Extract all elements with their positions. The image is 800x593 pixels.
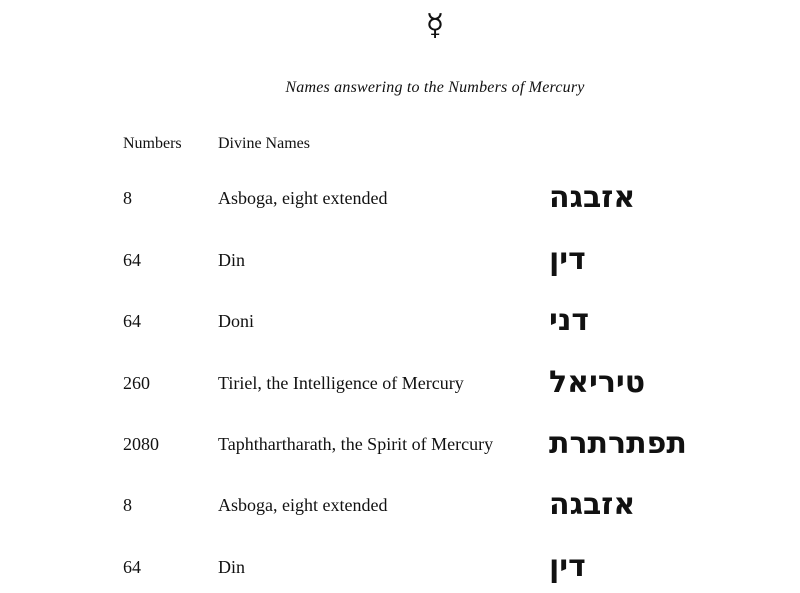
row-number: 64 xyxy=(123,557,141,577)
table-row xyxy=(0,301,800,341)
table-row xyxy=(0,547,800,587)
row-divine-name: Asboga, eight extended xyxy=(218,495,388,515)
mercury-symbol-icon: ☿ xyxy=(425,8,445,43)
column-header-numbers: Numbers xyxy=(123,135,182,152)
table-row xyxy=(0,178,800,218)
page-subtitle: Names answering to the Numbers of Mercury xyxy=(285,79,585,96)
row-number: 64 xyxy=(123,311,141,331)
table-row xyxy=(0,363,800,403)
column-header-divine-names: Divine Names xyxy=(218,135,310,152)
row-divine-name: Doni xyxy=(218,311,254,331)
row-hebrew-name: דין xyxy=(549,549,586,584)
row-number: 8 xyxy=(123,495,132,515)
row-number: 260 xyxy=(123,373,150,393)
row-hebrew-name: אזבגה xyxy=(549,180,636,215)
row-divine-name: Taphthartharath, the Spirit of Mercury xyxy=(218,434,494,454)
row-number: 64 xyxy=(123,250,141,270)
row-divine-name: Tiriel, the Intelligence of Mercury xyxy=(218,373,464,393)
row-number: 2080 xyxy=(123,434,159,454)
row-divine-name: Din xyxy=(218,557,245,577)
table-row xyxy=(0,424,800,464)
table-row xyxy=(0,240,800,280)
row-hebrew-name: אזבגה xyxy=(549,487,636,522)
row-divine-name: Asboga, eight extended xyxy=(218,188,388,208)
row-hebrew-name: טיריאל xyxy=(549,365,646,400)
row-hebrew-name: דין xyxy=(549,242,586,277)
table-row xyxy=(0,485,800,525)
row-hebrew-name: דני xyxy=(549,303,590,338)
row-divine-name: Din xyxy=(218,250,245,270)
row-hebrew-name: תפתרתרת xyxy=(549,426,687,461)
row-number: 8 xyxy=(123,188,132,208)
